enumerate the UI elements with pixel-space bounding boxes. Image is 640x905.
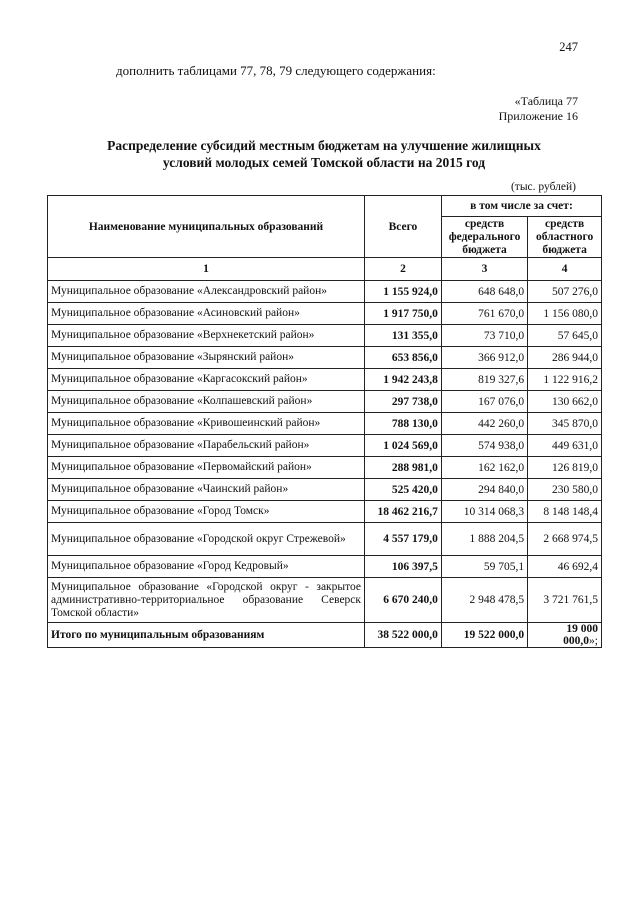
row-name: Муниципальное образование «Город Томск» [48,501,365,523]
row-total: 653 856,0 [365,347,442,369]
row-federal: 2 948 478,5 [441,578,527,623]
row-total: 6 670 240,0 [365,578,442,623]
header-including: в том числе за счет: [441,196,601,217]
table-row [48,303,602,325]
row-regional: 3 721 761,5 [528,578,602,623]
row-total: 788 130,0 [365,413,442,435]
row-federal: 761 670,0 [441,303,527,325]
header-total: Всего [365,196,442,258]
title-line1: Распределение субсидий местным бюджетам на улучшение жилищных [107,138,541,153]
row-total: 1 942 243,8 [365,369,442,391]
row-regional: 507 276,0 [528,281,602,303]
col-number: 1 [48,258,365,281]
row-name: Муниципальное образование «Чаинский район» [48,479,365,501]
table-row [48,479,602,501]
table-row [48,523,602,556]
table-row [48,578,602,623]
row-total: 18 462 216,7 [365,501,442,523]
row-regional: 230 580,0 [528,479,602,501]
row-name: Муниципальное образование «Первомайский район» [48,457,365,479]
table-row [48,457,602,479]
row-name: Муниципальное образование «Александровский район» [48,281,365,303]
row-name: Муниципальное образование «Асиновский район» [48,303,365,325]
row-federal: 162 162,0 [441,457,527,479]
row-total: 288 981,0 [365,457,442,479]
units-label: (тыс. рублей) [510,181,576,193]
row-regional: 286 944,0 [528,347,602,369]
row-name: Муниципальное образование «Город Кедровый» [48,556,365,578]
row-name: Муниципальное образование «Колпашевский район» [48,391,365,413]
document-title [46,137,602,171]
row-total: 525 420,0 [365,479,442,501]
col-number: 2 [365,258,442,281]
row-federal: 59 705,1 [441,556,527,578]
table-row [48,413,602,435]
table-ref-line2: Приложение 16 [498,109,578,123]
row-name: Муниципальное образование «Верхнекетский район» [48,325,365,347]
row-federal: 294 840,0 [441,479,527,501]
row-total: 1 024 569,0 [365,435,442,457]
row-regional: 449 631,0 [528,435,602,457]
row-regional: 1 156 080,0 [528,303,602,325]
row-name: Муниципальное образование «Зырянский район» [48,347,365,369]
col-number: 3 [441,258,527,281]
row-regional: 126 819,0 [528,457,602,479]
row-regional: 46 692,4 [528,556,602,578]
row-total: 4 557 179,0 [365,523,442,556]
row-federal: 167 076,0 [441,391,527,413]
row-regional: 2 668 974,5 [528,523,602,556]
row-federal: 366 912,0 [441,347,527,369]
header-name: Наименование муниципальных образований [48,196,365,258]
intro-text: дополнить таблицами 77, 78, 79 следующего содержания: [116,63,436,78]
row-total: 131 355,0 [365,325,442,347]
row-federal: 819 327,6 [441,369,527,391]
row-regional: 130 662,0 [528,391,602,413]
title-line2: условий молодых семей Томской области на 2015 год [162,155,486,170]
subsidy-table [47,195,602,648]
table-row [48,325,602,347]
row-federal: 574 938,0 [441,435,527,457]
table-row [48,556,602,578]
row-name: Муниципальное образование «Парабельский район» [48,435,365,457]
closing-quote: »; [589,635,598,647]
table-row [48,435,602,457]
total-label: Итого по муниципальным образованиям [48,623,365,648]
total-federal: 19 522 000,0 [441,623,527,648]
header-federal: средств федерального бюджета [441,217,527,258]
table-row [48,281,602,303]
row-regional: 8 148 148,4 [528,501,602,523]
row-federal: 1 888 204,5 [441,523,527,556]
row-federal: 442 260,0 [441,413,527,435]
total-sum: 38 522 000,0 [365,623,442,648]
row-regional: 57 645,0 [528,325,602,347]
row-total: 1 155 924,0 [365,281,442,303]
table-row [48,391,602,413]
row-name: Муниципальное образование «Каргасокский район» [48,369,365,391]
row-regional: 1 122 916,2 [528,369,602,391]
header-regional: средств областного бюджета [528,217,602,258]
total-regional-cell [528,623,602,648]
row-federal: 10 314 068,3 [441,501,527,523]
row-regional: 345 870,0 [528,413,602,435]
total-regional: 19 000 000,0 [563,623,598,647]
table-row [48,501,602,523]
row-name: Муниципальное образование «Кривошеинский район» [48,413,365,435]
row-total: 1 917 750,0 [365,303,442,325]
row-federal: 73 710,0 [441,325,527,347]
row-total: 106 397,5 [365,556,442,578]
table-reference [499,94,578,124]
total-row [48,623,602,648]
row-name: Муниципальное образование «Городской округ Стрежевой» [48,523,365,556]
table-ref-line1: «Таблица 77 [514,94,578,108]
row-total: 297 738,0 [365,391,442,413]
row-federal: 648 648,0 [441,281,527,303]
page-number: 247 [559,40,578,54]
col-number: 4 [528,258,602,281]
table-row [48,347,602,369]
table-row [48,369,602,391]
row-name: Муниципальное образование «Городской округ - закрытое административно-территориальное образование Северск Томской области» [48,578,365,623]
